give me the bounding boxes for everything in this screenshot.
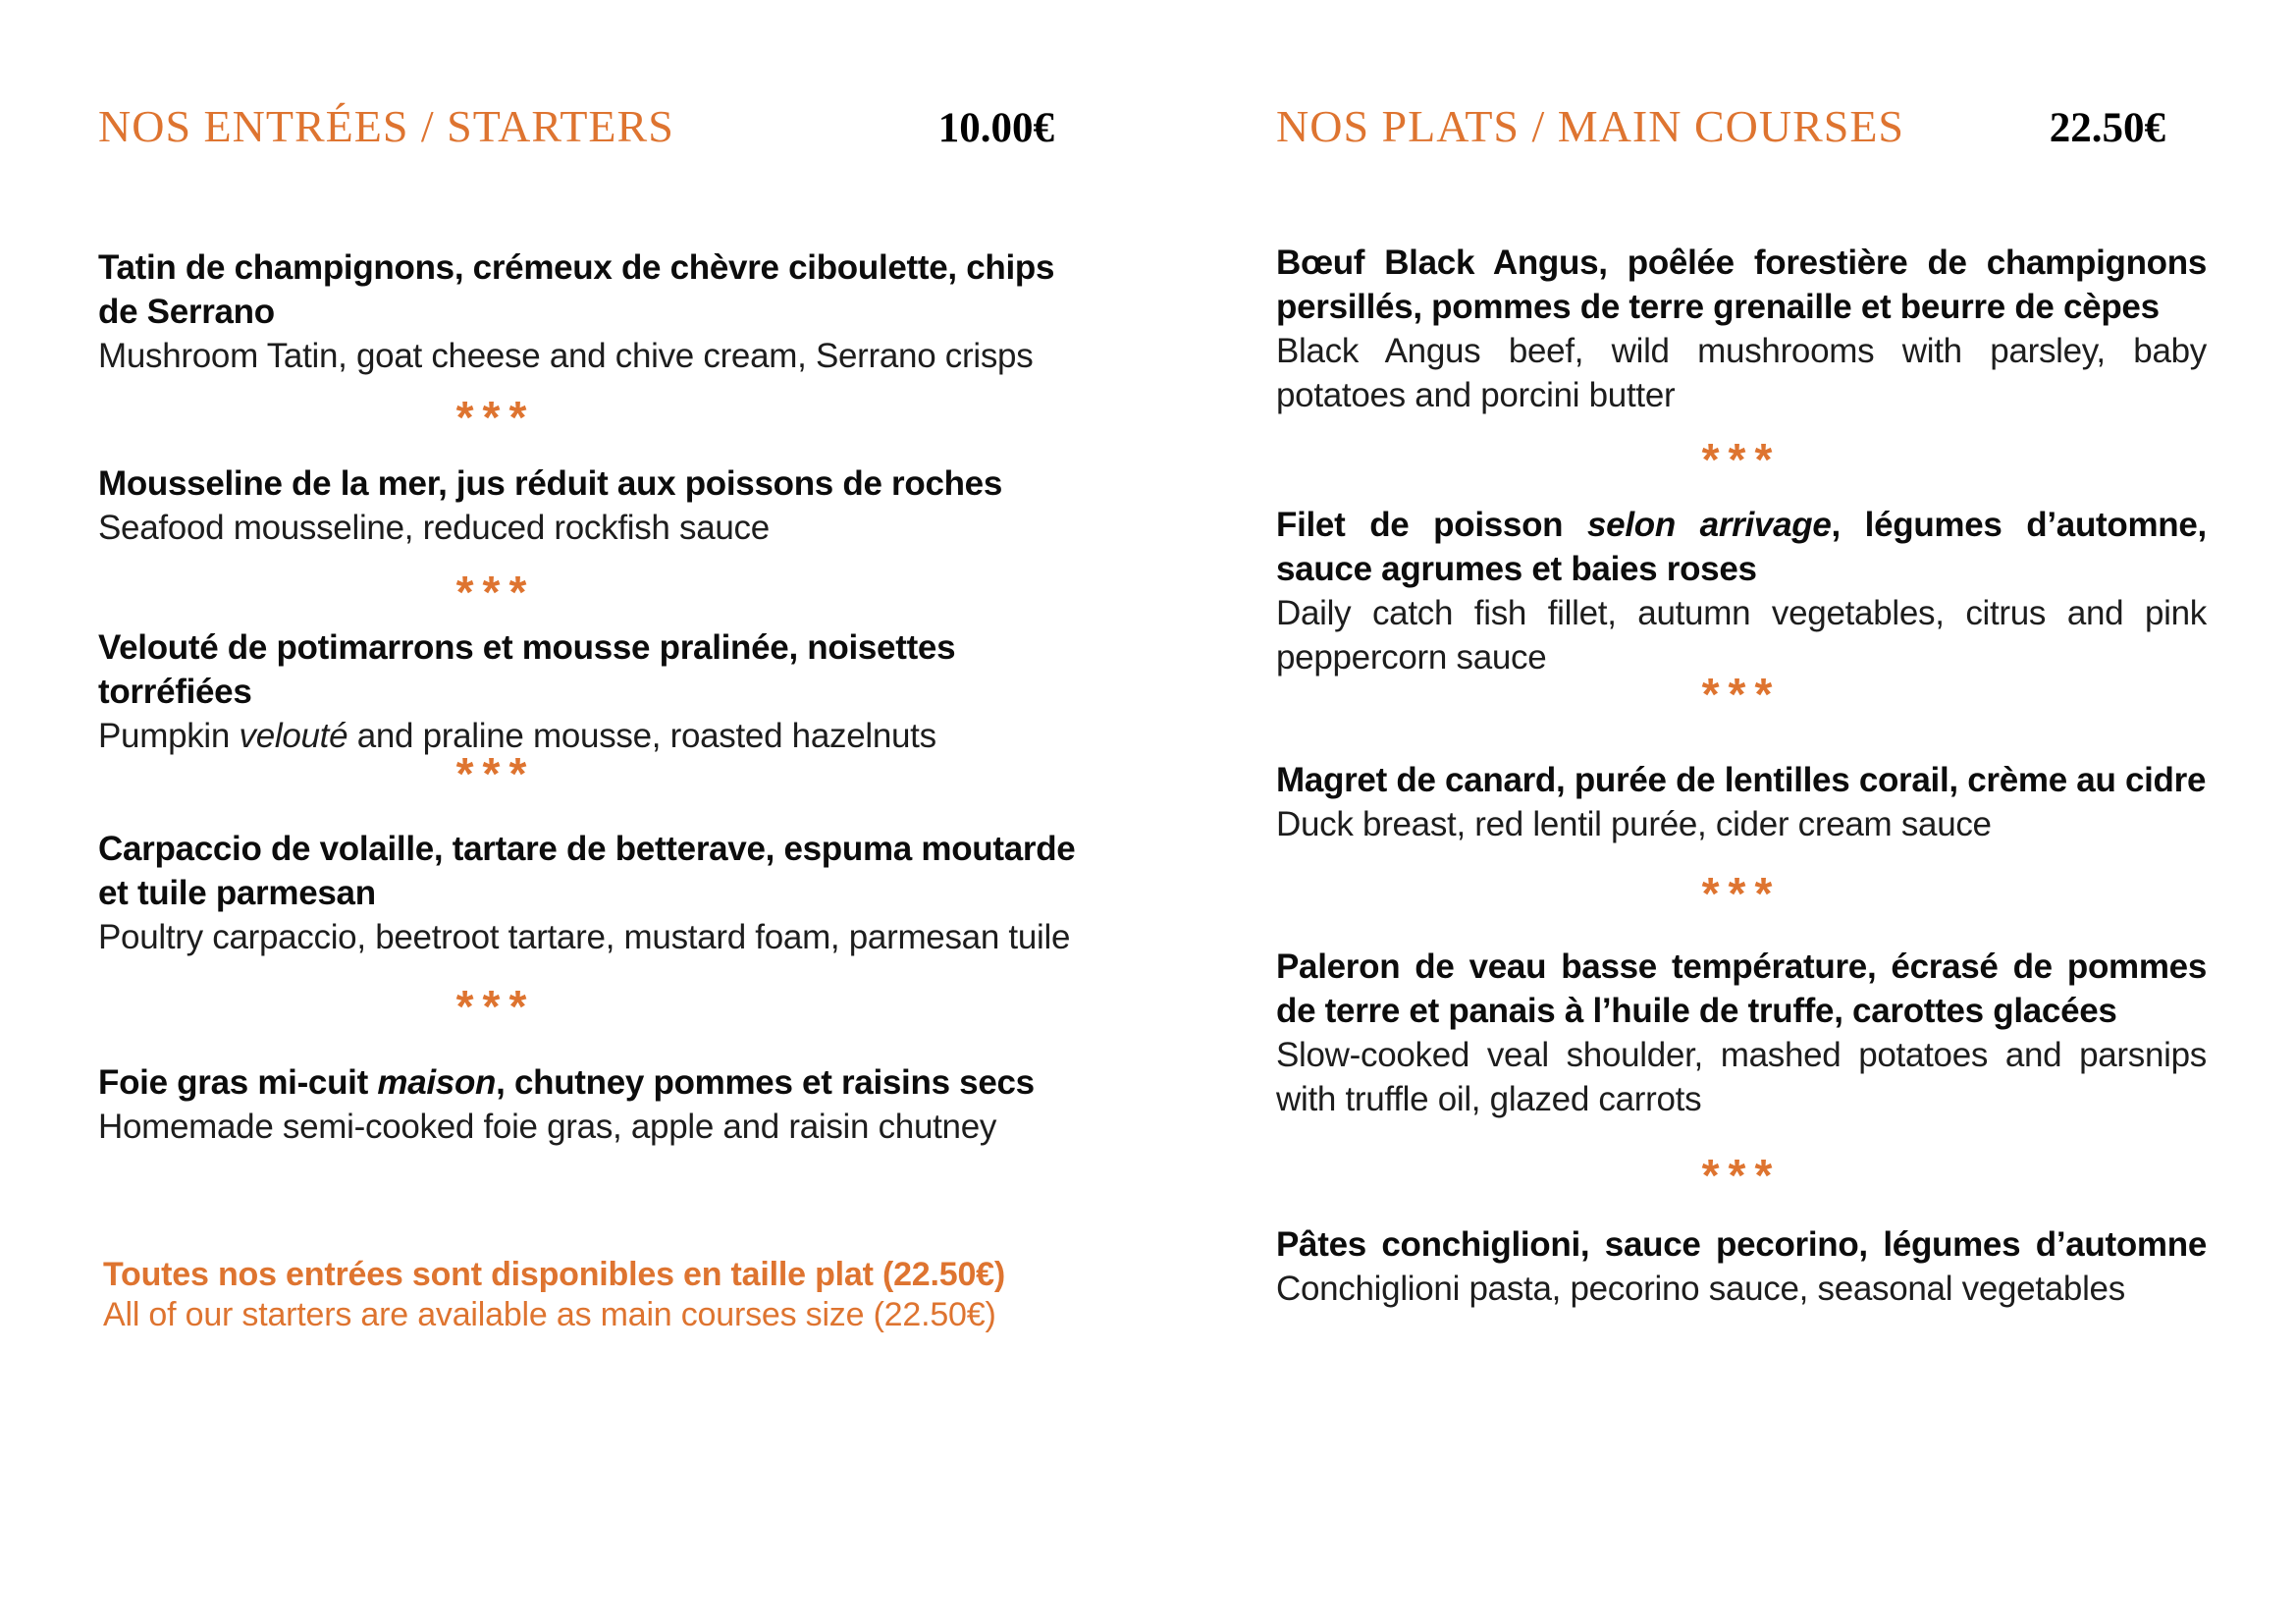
menu-item-tatin — [98, 245, 1092, 378]
menu-item-fr: Paleron de veau basse température, écrasé de pommes de terre et panais à l’huile de truffe, carottes glacées — [1276, 947, 2207, 1030]
starters-header — [98, 100, 1092, 152]
starters-note-fr: Toutes nos entrées sont disponibles en taille plat (22.50€) — [103, 1256, 1006, 1293]
menu-item-fr: Pâtes conchiglioni, sauce pecorino, légumes d’automne — [1276, 1225, 2207, 1264]
mains-price: 22.50€ — [2049, 105, 2165, 151]
menu-item-fr: Mousseline de la mer, jus réduit aux poissons de roches — [98, 464, 1003, 503]
separator: *** — [1701, 669, 1782, 720]
separator: *** — [455, 392, 536, 443]
menu-item-en: Black Angus beef, wild mushrooms with parsley, baby potatoes and porcini butter — [1276, 332, 2207, 414]
menu-item-en: Mushroom Tatin, goat cheese and chive cream, Serrano crisps — [98, 337, 1034, 375]
menu-item-en: Slow-cooked veal shoulder, mashed potatoes and parsnips with truffle oil, glazed carrots — [1276, 1036, 2207, 1118]
menu-item-fr: Foie gras mi-cuit maison, chutney pommes et raisins secs — [98, 1063, 1035, 1102]
separator: *** — [455, 567, 536, 618]
separator: *** — [1701, 434, 1782, 485]
menu-item-boeuf — [1276, 241, 2207, 417]
separator: *** — [455, 748, 536, 799]
menu-item-fr: Velouté de potimarrons et mousse pralinée, noisettes torréfiées — [98, 628, 956, 711]
menu-item-en: Daily catch fish fillet, autumn vegetables, citrus and pink peppercorn sauce — [1276, 594, 2207, 677]
mains-header — [1276, 100, 2207, 152]
menu-item-pates — [1276, 1222, 2207, 1311]
menu-item-fr: Tatin de champignons, crémeux de chèvre ciboulette, chips de Serrano — [98, 248, 1055, 331]
menu-item-fr: Magret de canard, purée de lentilles corail, crème au cidre — [1276, 761, 2207, 799]
menu-item-en: Seafood mousseline, reduced rockfish sauce — [98, 509, 770, 547]
menu-item-magret — [1276, 758, 2207, 846]
menu-item-foie-gras — [98, 1060, 1092, 1149]
menu-item-en: Homemade semi-cooked foie gras, apple and raisin chutney — [98, 1108, 997, 1146]
starters-note-en: All of our starters are available as main courses size (22.50€) — [103, 1296, 996, 1333]
menu-item-mousseline — [98, 461, 1092, 550]
separator: *** — [1701, 868, 1782, 919]
separator: *** — [1701, 1150, 1782, 1201]
menu-item-veloute — [98, 625, 1092, 758]
menu-item-fr: Carpaccio de volaille, tartare de betterave, espuma moutarde et tuile parmesan — [98, 830, 1076, 912]
menu-item-en: Pumpkin velouté and praline mousse, roasted hazelnuts — [98, 717, 936, 755]
menu-item-poisson — [1276, 503, 2207, 679]
starters-note — [103, 1255, 1096, 1335]
menu-item-en: Poultry carpaccio, beetroot tartare, mustard foam, parmesan tuile — [98, 918, 1071, 956]
menu-item-en: Conchiglioni pasta, pecorino sauce, seasonal vegetables — [1276, 1270, 2125, 1308]
menu-item-paleron — [1276, 945, 2207, 1121]
menu-item-fr: Bœuf Black Angus, poêlée forestière de champignons persillés, pommes de terre grenaille et beurre de cèpes — [1276, 244, 2207, 326]
starters-price: 10.00€ — [937, 105, 1054, 151]
starters-title: NOS ENTRÉES / STARTERS — [98, 101, 674, 151]
separator: *** — [455, 981, 536, 1032]
menu-item-fr: Filet de poisson selon arrivage, légumes d’automne, sauce agrumes et baies roses — [1276, 506, 2207, 588]
menu-item-carpaccio — [98, 827, 1092, 959]
mains-title: NOS PLATS / MAIN COURSES — [1276, 101, 1905, 151]
menu-item-en: Duck breast, red lentil purée, cider cream sauce — [1276, 805, 1992, 843]
